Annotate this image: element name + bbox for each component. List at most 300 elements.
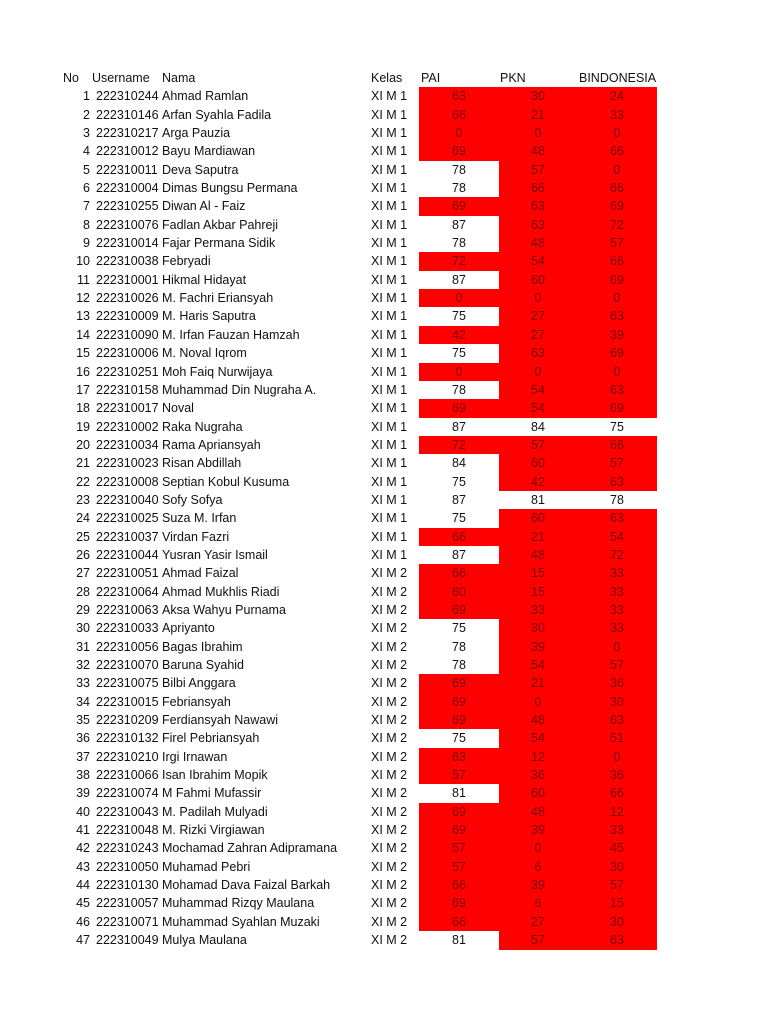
username-cell[interactable]: 222310008: [96, 474, 159, 489]
pai-score-cell[interactable]: 78: [452, 658, 466, 672]
bindonesia-score-cell[interactable]: 0: [577, 748, 657, 766]
kelas-cell[interactable]: XI M 1: [371, 419, 408, 434]
pai-score-cell[interactable]: 78: [452, 236, 466, 251]
kelas-cell[interactable]: XI M 1: [371, 382, 408, 397]
nama-cell[interactable]: Apriyanto: [162, 621, 215, 636]
pai-score-cell[interactable]: 78: [452, 382, 466, 397]
no-cell[interactable]: 9: [83, 236, 90, 251]
pkn-score-cell[interactable]: 54: [499, 656, 577, 674]
kelas-cell[interactable]: XI M 2: [371, 694, 408, 709]
pai-score-cell[interactable]: 75: [452, 474, 466, 489]
pai-score-cell[interactable]: 69: [419, 711, 499, 729]
nama-cell[interactable]: Muhammad Din Nugraha A.: [162, 382, 317, 397]
kelas-cell[interactable]: XI M 1: [371, 309, 408, 324]
no-cell[interactable]: 39: [76, 786, 90, 801]
no-cell[interactable]: 5: [83, 162, 90, 177]
pkn-score-cell[interactable]: 21: [499, 106, 577, 124]
nama-cell[interactable]: Suza M. Irfan: [162, 511, 237, 526]
bindonesia-score-cell[interactable]: 0: [577, 638, 657, 656]
username-cell[interactable]: 222310071: [96, 914, 159, 929]
pai-score-cell[interactable]: 81: [452, 933, 466, 948]
no-cell[interactable]: 33: [76, 676, 90, 691]
bindonesia-score-cell[interactable]: 78: [610, 492, 624, 507]
pkn-score-cell[interactable]: 0: [499, 839, 577, 857]
kelas-cell[interactable]: XI M 1: [371, 547, 408, 562]
pai-score-cell[interactable]: 66: [419, 564, 499, 582]
pai-score-cell[interactable]: 69: [419, 197, 499, 215]
username-cell[interactable]: 222310002: [96, 419, 159, 434]
kelas-cell[interactable]: XI M 2: [371, 823, 408, 838]
header-no[interactable]: No: [63, 71, 79, 85]
pkn-score-cell[interactable]: 66: [499, 179, 577, 197]
nama-cell[interactable]: Diwan Al - Faiz: [162, 199, 246, 214]
pkn-score-cell[interactable]: 21: [499, 674, 577, 692]
bindonesia-score-cell[interactable]: 30: [577, 858, 657, 876]
username-cell[interactable]: 222310057: [96, 896, 159, 911]
bindonesia-score-cell[interactable]: 36: [577, 766, 657, 784]
kelas-cell[interactable]: XI M 2: [371, 841, 408, 856]
kelas-cell[interactable]: XI M 1: [371, 272, 408, 287]
bindonesia-score-cell[interactable]: 69: [577, 271, 657, 289]
no-cell[interactable]: 2: [83, 107, 90, 122]
nama-cell[interactable]: Deva Saputra: [162, 162, 239, 177]
bindonesia-score-cell[interactable]: 15: [577, 894, 657, 912]
pkn-score-cell[interactable]: 81: [531, 492, 545, 507]
kelas-cell[interactable]: XI M 1: [371, 199, 408, 214]
no-cell[interactable]: 32: [76, 658, 90, 672]
bindonesia-score-cell[interactable]: 33: [577, 564, 657, 582]
no-cell[interactable]: 28: [76, 584, 90, 599]
pai-score-cell[interactable]: 66: [419, 528, 499, 546]
no-cell[interactable]: 31: [76, 639, 90, 654]
username-cell[interactable]: 222310044: [96, 547, 159, 562]
kelas-cell[interactable]: XI M 1: [371, 217, 408, 232]
no-cell[interactable]: 34: [76, 694, 90, 709]
pai-score-cell[interactable]: 69: [419, 674, 499, 692]
no-cell[interactable]: 21: [76, 456, 90, 471]
bindonesia-score-cell[interactable]: 57: [577, 234, 657, 252]
username-cell[interactable]: 222310158: [96, 382, 159, 397]
pai-score-cell[interactable]: 78: [452, 639, 466, 654]
kelas-cell[interactable]: XI M 2: [371, 713, 408, 728]
username-cell[interactable]: 222310070: [96, 658, 159, 672]
pai-score-cell[interactable]: 75: [452, 511, 466, 526]
no-cell[interactable]: 22: [76, 474, 90, 489]
bindonesia-score-cell[interactable]: 33: [577, 821, 657, 839]
nama-cell[interactable]: Febryadi: [162, 254, 211, 269]
pkn-score-cell[interactable]: 48: [499, 234, 577, 252]
pai-score-cell[interactable]: 69: [419, 821, 499, 839]
pkn-score-cell[interactable]: 27: [499, 326, 577, 344]
no-cell[interactable]: 20: [76, 437, 90, 452]
pkn-score-cell[interactable]: 54: [499, 729, 577, 747]
no-cell[interactable]: 3: [83, 126, 90, 141]
pai-score-cell[interactable]: 84: [452, 456, 466, 471]
no-cell[interactable]: 35: [76, 713, 90, 728]
nama-cell[interactable]: Aksa Wahyu Purnama: [162, 602, 286, 617]
bindonesia-score-cell[interactable]: 69: [577, 399, 657, 417]
username-cell[interactable]: 222310034: [96, 437, 159, 452]
no-cell[interactable]: 11: [77, 272, 90, 287]
username-cell[interactable]: 222310056: [96, 639, 159, 654]
kelas-cell[interactable]: XI M 1: [371, 126, 408, 141]
pkn-score-cell[interactable]: 27: [499, 913, 577, 931]
pkn-score-cell[interactable]: 30: [499, 619, 577, 637]
nama-cell[interactable]: Raka Nugraha: [162, 419, 243, 434]
no-cell[interactable]: 18: [76, 401, 90, 416]
pkn-score-cell[interactable]: 15: [499, 564, 577, 582]
pkn-score-cell[interactable]: 0: [499, 289, 577, 307]
bindonesia-score-cell[interactable]: 33: [577, 619, 657, 637]
username-cell[interactable]: 222310040: [96, 492, 159, 507]
username-cell[interactable]: 222310006: [96, 346, 159, 361]
username-cell[interactable]: 222310255: [96, 199, 159, 214]
nama-cell[interactable]: Fadlan Akbar Pahreji: [162, 217, 279, 232]
username-cell[interactable]: 222310026: [96, 291, 159, 306]
username-cell[interactable]: 222310033: [96, 621, 159, 636]
pkn-score-cell[interactable]: 15: [499, 583, 577, 601]
bindonesia-score-cell[interactable]: 66: [577, 252, 657, 270]
bindonesia-score-cell[interactable]: 63: [577, 509, 657, 527]
kelas-cell[interactable]: XI M 2: [371, 933, 408, 948]
no-cell[interactable]: 30: [76, 621, 90, 636]
username-cell[interactable]: 222310014: [96, 236, 159, 251]
kelas-cell[interactable]: XI M 1: [371, 401, 408, 416]
username-cell[interactable]: 222310210: [96, 749, 159, 764]
kelas-cell[interactable]: XI M 1: [371, 89, 408, 104]
pkn-score-cell[interactable]: 48: [499, 546, 577, 564]
kelas-cell[interactable]: XI M 1: [371, 144, 408, 159]
no-cell[interactable]: 44: [76, 878, 90, 893]
nama-cell[interactable]: Febriansyah: [162, 694, 231, 709]
no-cell[interactable]: 17: [76, 382, 90, 397]
kelas-cell[interactable]: XI M 2: [371, 786, 408, 801]
bindonesia-score-cell[interactable]: 63: [577, 711, 657, 729]
bindonesia-score-cell[interactable]: 33: [577, 583, 657, 601]
nama-cell[interactable]: Mohamad Dava Faizal Barkah: [162, 878, 331, 893]
nama-cell[interactable]: Ahmad Faizal: [162, 566, 239, 581]
pai-score-cell[interactable]: 0: [419, 124, 499, 142]
pai-score-cell[interactable]: 69: [419, 601, 499, 619]
pai-score-cell[interactable]: 63: [419, 748, 499, 766]
pkn-score-cell[interactable]: 60: [499, 454, 577, 472]
header-pai[interactable]: PAI: [421, 71, 441, 85]
kelas-cell[interactable]: XI M 2: [371, 658, 408, 672]
nama-cell[interactable]: Dimas Bungsu Permana: [162, 181, 298, 196]
bindonesia-score-cell[interactable]: 57: [577, 454, 657, 472]
username-cell[interactable]: 222310004: [96, 181, 159, 196]
username-cell[interactable]: 222310209: [96, 713, 159, 728]
bindonesia-score-cell[interactable]: 63: [577, 307, 657, 325]
username-cell[interactable]: 222310074: [96, 786, 159, 801]
no-cell[interactable]: 26: [76, 547, 90, 562]
nama-cell[interactable]: Virdan Fazri: [162, 529, 230, 544]
header-pkn[interactable]: PKN: [500, 71, 526, 85]
bindonesia-score-cell[interactable]: 69: [577, 344, 657, 362]
kelas-cell[interactable]: XI M 1: [371, 346, 408, 361]
pkn-score-cell[interactable]: 39: [499, 876, 577, 894]
kelas-cell[interactable]: XI M 2: [371, 749, 408, 764]
bindonesia-score-cell[interactable]: 39: [577, 326, 657, 344]
kelas-cell[interactable]: XI M 1: [371, 474, 408, 489]
pkn-score-cell[interactable]: 42: [499, 473, 577, 491]
pkn-score-cell[interactable]: 0: [499, 124, 577, 142]
bindonesia-score-cell[interactable]: 69: [577, 197, 657, 215]
kelas-cell[interactable]: XI M 2: [371, 584, 408, 599]
bindonesia-score-cell[interactable]: 66: [577, 179, 657, 197]
pai-score-cell[interactable]: 69: [419, 803, 499, 821]
kelas-cell[interactable]: XI M 1: [371, 492, 408, 507]
pkn-score-cell[interactable]: 48: [499, 803, 577, 821]
nama-cell[interactable]: Ahmad Ramlan: [162, 89, 249, 104]
nama-cell[interactable]: M. Noval Iqrom: [162, 346, 247, 361]
nama-cell[interactable]: Muhamad Pebri: [162, 859, 251, 874]
kelas-cell[interactable]: XI M 1: [371, 456, 408, 471]
kelas-cell[interactable]: XI M 1: [371, 181, 408, 196]
no-cell[interactable]: 37: [76, 749, 90, 764]
kelas-cell[interactable]: XI M 1: [371, 327, 408, 342]
pai-score-cell[interactable]: 66: [419, 913, 499, 931]
pai-score-cell[interactable]: 87: [452, 217, 466, 232]
kelas-cell[interactable]: XI M 2: [371, 639, 408, 654]
pkn-score-cell[interactable]: 27: [499, 307, 577, 325]
username-cell[interactable]: 222310001: [96, 272, 159, 287]
nama-cell[interactable]: Isan Ibrahim Mopik: [162, 768, 268, 783]
username-cell[interactable]: 222310244: [96, 89, 159, 104]
username-cell[interactable]: 222310012: [96, 144, 159, 159]
nama-cell[interactable]: M Fahmi Mufassir: [162, 786, 262, 801]
no-cell[interactable]: 23: [76, 492, 90, 507]
bindonesia-score-cell[interactable]: 66: [577, 784, 657, 802]
header-bindonesia[interactable]: BINDONESIA: [579, 71, 657, 85]
kelas-cell[interactable]: XI M 1: [371, 107, 408, 122]
username-cell[interactable]: 222310132: [96, 731, 159, 746]
username-cell[interactable]: 222310130: [96, 878, 159, 893]
nama-cell[interactable]: M. Irfan Fauzan Hamzah: [162, 327, 300, 342]
username-cell[interactable]: 222310017: [96, 401, 159, 416]
pai-score-cell[interactable]: 57: [419, 766, 499, 784]
no-cell[interactable]: 12: [76, 291, 90, 306]
nama-cell[interactable]: Bagas Ibrahim: [162, 639, 243, 654]
bindonesia-score-cell[interactable]: 75: [610, 419, 624, 434]
pai-score-cell[interactable]: 75: [452, 621, 466, 636]
pai-score-cell[interactable]: 57: [419, 858, 499, 876]
pai-score-cell[interactable]: 72: [419, 436, 499, 454]
kelas-cell[interactable]: XI M 1: [371, 364, 408, 379]
pai-score-cell[interactable]: 63: [419, 87, 499, 105]
bindonesia-score-cell[interactable]: 33: [577, 106, 657, 124]
no-cell[interactable]: 19: [76, 419, 90, 434]
pai-score-cell[interactable]: 69: [419, 399, 499, 417]
bindonesia-score-cell[interactable]: 0: [577, 124, 657, 142]
bindonesia-score-cell[interactable]: 63: [577, 931, 657, 949]
kelas-cell[interactable]: XI M 1: [371, 291, 408, 306]
pai-score-cell[interactable]: 87: [452, 419, 466, 434]
no-cell[interactable]: 10: [76, 254, 90, 269]
bindonesia-score-cell[interactable]: 72: [577, 546, 657, 564]
kelas-cell[interactable]: XI M 2: [371, 878, 408, 893]
bindonesia-score-cell[interactable]: 57: [577, 876, 657, 894]
nama-cell[interactable]: Sofy Sofya: [162, 492, 223, 507]
pai-score-cell[interactable]: 66: [419, 876, 499, 894]
no-cell[interactable]: 46: [76, 914, 90, 929]
username-cell[interactable]: 222310217: [96, 126, 159, 141]
username-cell[interactable]: 222310064: [96, 584, 159, 599]
pkn-score-cell[interactable]: 54: [499, 252, 577, 270]
bindonesia-score-cell[interactable]: 63: [577, 381, 657, 399]
no-cell[interactable]: 16: [76, 364, 90, 379]
bindonesia-score-cell[interactable]: 0: [577, 161, 657, 179]
pkn-score-cell[interactable]: 63: [499, 216, 577, 234]
nama-cell[interactable]: Mochamad Zahran Adipramana: [162, 841, 338, 856]
username-cell[interactable]: 222310050: [96, 859, 159, 874]
bindonesia-score-cell[interactable]: 57: [577, 656, 657, 674]
pkn-score-cell[interactable]: 6: [499, 894, 577, 912]
pkn-score-cell[interactable]: 6: [499, 858, 577, 876]
pai-score-cell[interactable]: 87: [452, 272, 466, 287]
pkn-score-cell[interactable]: 12: [499, 748, 577, 766]
username-cell[interactable]: 222310025: [96, 511, 159, 526]
kelas-cell[interactable]: XI M 1: [371, 236, 408, 251]
nama-cell[interactable]: Bilbi Anggara: [162, 676, 236, 691]
bindonesia-score-cell[interactable]: 12: [577, 803, 657, 821]
pkn-score-cell[interactable]: 0: [499, 693, 577, 711]
username-cell[interactable]: 222310063: [96, 602, 159, 617]
header-username[interactable]: Username: [92, 71, 150, 85]
kelas-cell[interactable]: XI M 2: [371, 676, 408, 691]
no-cell[interactable]: 15: [76, 346, 90, 361]
pai-score-cell[interactable]: 81: [452, 786, 466, 801]
pai-score-cell[interactable]: 69: [419, 894, 499, 912]
nama-cell[interactable]: M. Fachri Eriansyah: [162, 291, 274, 306]
nama-cell[interactable]: Bayu Mardiawan: [162, 144, 256, 159]
no-cell[interactable]: 6: [83, 181, 90, 196]
pai-score-cell[interactable]: 60: [419, 583, 499, 601]
no-cell[interactable]: 47: [76, 933, 90, 948]
username-cell[interactable]: 222310038: [96, 254, 159, 269]
no-cell[interactable]: 45: [76, 896, 90, 911]
kelas-cell[interactable]: XI M 1: [371, 511, 408, 526]
kelas-cell[interactable]: XI M 2: [371, 731, 408, 746]
no-cell[interactable]: 8: [83, 217, 90, 232]
pai-score-cell[interactable]: 87: [452, 492, 466, 507]
kelas-cell[interactable]: XI M 1: [371, 254, 408, 269]
pai-score-cell[interactable]: 75: [452, 731, 466, 746]
username-cell[interactable]: 222310037: [96, 529, 159, 544]
kelas-cell[interactable]: XI M 2: [371, 621, 408, 636]
nama-cell[interactable]: Arfan Syahla Fadila: [162, 107, 272, 122]
no-cell[interactable]: 7: [83, 199, 90, 214]
no-cell[interactable]: 4: [83, 144, 90, 159]
bindonesia-score-cell[interactable]: 54: [577, 528, 657, 546]
nama-cell[interactable]: Arga Pauzia: [162, 126, 231, 141]
pkn-score-cell[interactable]: 57: [499, 931, 577, 949]
username-cell[interactable]: 222310146: [96, 107, 159, 122]
bindonesia-score-cell[interactable]: 0: [577, 289, 657, 307]
no-cell[interactable]: 13: [76, 309, 90, 324]
username-cell[interactable]: 222310023: [96, 456, 159, 471]
pkn-score-cell[interactable]: 57: [499, 436, 577, 454]
pkn-score-cell[interactable]: 60: [499, 271, 577, 289]
nama-cell[interactable]: Rama Apriansyah: [162, 437, 261, 452]
nama-cell[interactable]: Ahmad Mukhlis Riadi: [162, 584, 280, 599]
bindonesia-score-cell[interactable]: 33: [577, 601, 657, 619]
nama-cell[interactable]: Septian Kobul Kusuma: [162, 474, 290, 489]
pkn-score-cell[interactable]: 63: [499, 197, 577, 215]
pai-score-cell[interactable]: 75: [452, 309, 466, 324]
kelas-cell[interactable]: XI M 1: [371, 529, 408, 544]
pkn-score-cell[interactable]: 0: [499, 363, 577, 381]
header-kelas[interactable]: Kelas: [371, 71, 403, 85]
bindonesia-score-cell[interactable]: 30: [577, 693, 657, 711]
kelas-cell[interactable]: XI M 2: [371, 914, 408, 929]
pai-score-cell[interactable]: 0: [419, 363, 499, 381]
username-cell[interactable]: 222310043: [96, 804, 159, 819]
bindonesia-score-cell[interactable]: 36: [577, 674, 657, 692]
nama-cell[interactable]: Muhammad Syahlan Muzaki: [162, 914, 320, 929]
kelas-cell[interactable]: XI M 1: [371, 437, 408, 452]
nama-cell[interactable]: Moh Faiq Nurwijaya: [162, 364, 273, 379]
header-nama[interactable]: Nama: [162, 71, 196, 85]
pai-score-cell[interactable]: 42: [419, 326, 499, 344]
no-cell[interactable]: 29: [76, 602, 90, 617]
pkn-score-cell[interactable]: 60: [499, 509, 577, 527]
nama-cell[interactable]: Irgi Irnawan: [162, 749, 228, 764]
nama-cell[interactable]: M. Haris Saputra: [162, 309, 256, 324]
bindonesia-score-cell[interactable]: 0: [577, 363, 657, 381]
bindonesia-score-cell[interactable]: 72: [577, 216, 657, 234]
pai-score-cell[interactable]: 75: [452, 346, 466, 361]
username-cell[interactable]: 222310251: [96, 364, 159, 379]
bindonesia-score-cell[interactable]: 66: [577, 436, 657, 454]
no-cell[interactable]: 42: [76, 841, 90, 856]
pai-score-cell[interactable]: 69: [419, 693, 499, 711]
pkn-score-cell[interactable]: 60: [499, 784, 577, 802]
no-cell[interactable]: 40: [76, 804, 90, 819]
username-cell[interactable]: 222310048: [96, 823, 159, 838]
username-cell[interactable]: 222310011: [96, 162, 158, 177]
pkn-score-cell[interactable]: 39: [499, 638, 577, 656]
bindonesia-score-cell[interactable]: 30: [577, 913, 657, 931]
nama-cell[interactable]: Hikmal Hidayat: [162, 272, 247, 287]
pkn-score-cell[interactable]: 36: [499, 766, 577, 784]
nama-cell[interactable]: Baruna Syahid: [162, 658, 245, 672]
pai-score-cell[interactable]: 69: [419, 142, 499, 160]
no-cell[interactable]: 24: [76, 511, 90, 526]
username-cell[interactable]: 222310076: [96, 217, 159, 232]
nama-cell[interactable]: Risan Abdillah: [162, 456, 242, 471]
pkn-score-cell[interactable]: 48: [499, 142, 577, 160]
nama-cell[interactable]: Mulya Maulana: [162, 933, 247, 948]
pai-score-cell[interactable]: 66: [419, 106, 499, 124]
username-cell[interactable]: 222310075: [96, 676, 159, 691]
no-cell[interactable]: 14: [76, 327, 90, 342]
kelas-cell[interactable]: XI M 1: [371, 162, 408, 177]
pkn-score-cell[interactable]: 33: [499, 601, 577, 619]
kelas-cell[interactable]: XI M 2: [371, 804, 408, 819]
no-cell[interactable]: 41: [76, 823, 90, 838]
nama-cell[interactable]: Ferdiansyah Nawawi: [162, 713, 279, 728]
pai-score-cell[interactable]: 57: [419, 839, 499, 857]
no-cell[interactable]: 36: [76, 731, 90, 746]
pkn-score-cell[interactable]: 84: [531, 419, 545, 434]
pkn-score-cell[interactable]: 54: [499, 399, 577, 417]
no-cell[interactable]: 27: [76, 566, 90, 581]
bindonesia-score-cell[interactable]: 66: [577, 142, 657, 160]
username-cell[interactable]: 222310051: [96, 566, 159, 581]
no-cell[interactable]: 43: [76, 859, 90, 874]
nama-cell[interactable]: Noval: [162, 401, 194, 416]
